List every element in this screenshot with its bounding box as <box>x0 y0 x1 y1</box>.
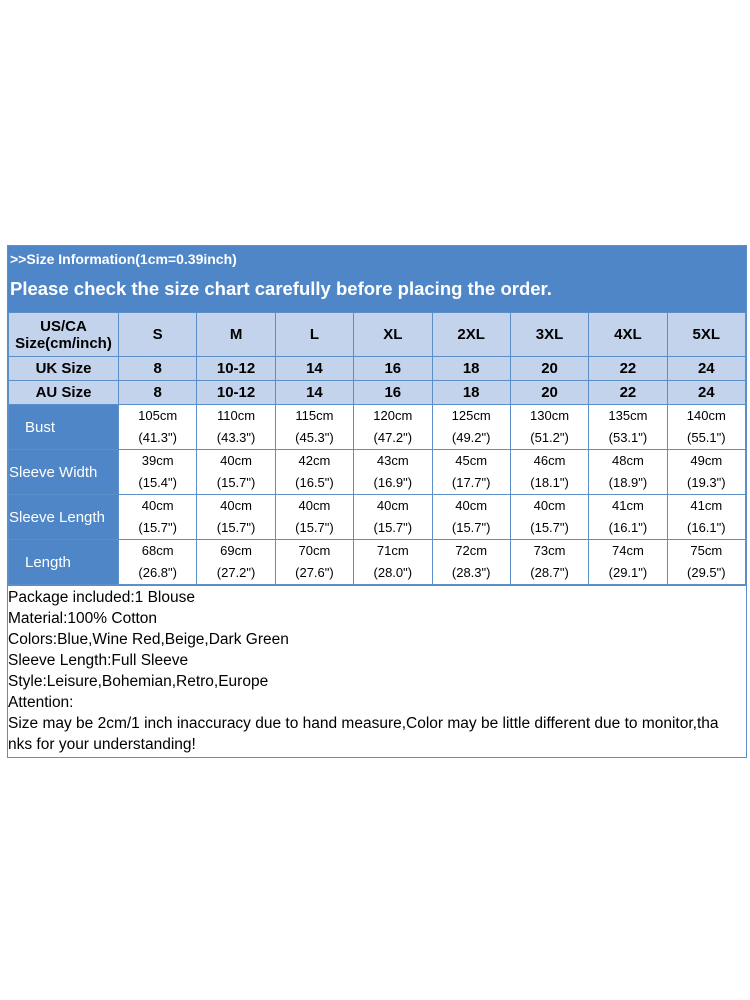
size-value-cell: 3XL <box>510 313 588 357</box>
measurement-cm: 40cm <box>455 498 488 513</box>
size-chart-sheet <box>7 245 747 758</box>
measurement-inch: (41.3") <box>138 430 177 445</box>
measurement-cm: 130cm <box>530 408 570 423</box>
measurement-inch: (15.7") <box>138 520 177 535</box>
measurement-inch: (15.7") <box>373 520 413 535</box>
measurement-inch: (45.3") <box>295 430 334 445</box>
measurement-cell <box>197 405 275 450</box>
product-note-line: Sleeve Length:Full Sleeve <box>8 652 189 669</box>
measurement-inch: (19.3") <box>687 475 726 490</box>
size-table <box>8 312 746 585</box>
measurement-cell <box>589 405 667 450</box>
measurement-label: Bust <box>9 405 119 450</box>
measurement-cm: 40cm <box>141 498 174 513</box>
measurement-inch: (15.7") <box>451 520 491 535</box>
measurement-cm: 73cm <box>533 543 566 558</box>
size-value-cell: 16 <box>354 381 432 405</box>
product-notes <box>8 585 746 757</box>
size-value-cell: 24 <box>667 357 745 381</box>
measurement-cell <box>275 495 353 540</box>
size-value-cell: L <box>275 313 353 357</box>
measurement-inch: (28.7") <box>530 565 569 580</box>
measurement-cell <box>432 540 510 585</box>
measurement-cell <box>667 495 745 540</box>
measurement-cm: 48cm <box>612 453 644 468</box>
measurement-cm: 69cm <box>220 543 252 558</box>
measurement-cell <box>119 450 197 495</box>
measurement-cm: 46cm <box>533 453 566 468</box>
size-info-banner <box>8 246 746 312</box>
measurement-inch: (55.1") <box>687 430 726 445</box>
measurement-inch: (26.8") <box>138 565 177 580</box>
measurement-inch: (16.1") <box>608 520 648 535</box>
measurement-row <box>9 405 746 450</box>
product-note-line: Attention: <box>8 694 74 711</box>
size-value-cell: 10-12 <box>197 357 275 381</box>
measurement-inch: (16.1") <box>687 520 726 535</box>
measurement-cell <box>510 540 588 585</box>
measurement-inch: (29.5") <box>687 565 726 580</box>
size-value-cell: 20 <box>510 381 588 405</box>
measurement-inch: (43.3") <box>216 430 256 445</box>
measurement-cm: 115cm <box>295 408 334 423</box>
measurement-inch: (18.9") <box>608 475 648 490</box>
product-note-line: Style:Leisure,Bohemian,Retro,Europe <box>8 673 269 690</box>
measurement-cm: 40cm <box>298 498 331 513</box>
measurement-cm: 39cm <box>141 453 174 468</box>
measurement-cell <box>119 495 197 540</box>
measurement-row <box>9 540 746 585</box>
measurement-cell <box>667 450 745 495</box>
size-value-cell: 8 <box>119 357 197 381</box>
measurement-inch: (16.5") <box>295 475 334 490</box>
measurement-cell <box>589 450 667 495</box>
measurement-inch: (47.2") <box>373 430 413 445</box>
measurement-cm: 43cm <box>376 453 409 468</box>
measurement-cm: 42cm <box>298 453 331 468</box>
measurement-cell <box>119 540 197 585</box>
measurement-inch: (49.2") <box>451 430 491 445</box>
measurement-cell <box>589 495 667 540</box>
measurement-cm: 70cm <box>298 543 331 558</box>
size-value-cell: 18 <box>432 381 510 405</box>
size-value-cell: 22 <box>589 381 667 405</box>
measurement-cm: 125cm <box>451 408 491 423</box>
measurement-inch: (27.6") <box>295 565 334 580</box>
size-value-cell: M <box>197 313 275 357</box>
measurement-cell <box>510 495 588 540</box>
measurement-cm: 120cm <box>373 408 413 423</box>
size-value-cell: 5XL <box>667 313 745 357</box>
measurement-row <box>9 450 746 495</box>
size-value-cell: 24 <box>667 381 745 405</box>
size-value-cell: 18 <box>432 357 510 381</box>
measurement-inch: (16.9") <box>373 475 413 490</box>
measurement-cell <box>432 405 510 450</box>
size-value-cell: 10-12 <box>197 381 275 405</box>
product-note-line: Size may be 2cm/1 inch inaccuracy due to hand measure,Color may be little different due to monitor,tha <box>8 715 719 732</box>
size-value-cell: 22 <box>589 357 667 381</box>
size-system-label: UK Size <box>9 357 119 381</box>
measurement-cm: 105cm <box>138 408 178 423</box>
measurement-cm: 68cm <box>141 543 174 558</box>
measurement-cm: 49cm <box>690 453 723 468</box>
measurement-cell <box>667 405 745 450</box>
size-value-cell: 14 <box>275 357 353 381</box>
size-system-label: AU Size <box>9 381 119 405</box>
product-note-line: Package included:1 Blouse <box>8 589 195 606</box>
measurement-label: Length <box>9 540 119 585</box>
measurement-inch: (15.7") <box>530 520 569 535</box>
measurement-cm: 45cm <box>455 453 488 468</box>
measurement-inch: (17.7") <box>451 475 491 490</box>
size-value-cell: 14 <box>275 381 353 405</box>
measurement-label: Sleeve Width <box>9 450 119 495</box>
measurement-cm: 74cm <box>612 543 644 558</box>
measurement-cm: 110cm <box>217 408 256 423</box>
measurement-inch: (18.1") <box>530 475 569 490</box>
measurement-label: Sleeve Length <box>9 495 119 540</box>
measurement-cell <box>354 450 432 495</box>
measurement-cm: 40cm <box>533 498 566 513</box>
measurement-inch: (28.0") <box>373 565 413 580</box>
measurement-cell <box>354 405 432 450</box>
measurement-cm: 71cm <box>376 543 409 558</box>
measurement-cell <box>667 540 745 585</box>
measurement-cell <box>119 405 197 450</box>
measurement-inch: (27.2") <box>216 565 256 580</box>
measurement-cm: 140cm <box>686 408 726 423</box>
measurement-cm: 40cm <box>220 453 252 468</box>
measurement-cell <box>432 450 510 495</box>
measurement-cell <box>275 405 353 450</box>
measurement-cell <box>197 540 275 585</box>
measurement-cm: 40cm <box>220 498 252 513</box>
measurement-inch: (28.3") <box>451 565 491 580</box>
measurement-inch: (53.1") <box>608 430 648 445</box>
measurement-inch: (15.7") <box>216 475 256 490</box>
measurement-inch: (15.4") <box>138 475 177 490</box>
measurement-cell <box>275 450 353 495</box>
size-info-heading: >>Size Information(1cm=0.39inch) <box>10 251 237 267</box>
size-value-cell: 4XL <box>589 313 667 357</box>
measurement-cell <box>432 495 510 540</box>
measurement-cell <box>354 540 432 585</box>
measurement-cell <box>197 495 275 540</box>
product-note-line: nks for your understanding! <box>8 736 196 753</box>
measurement-cm: 135cm <box>608 408 648 423</box>
size-header-row <box>9 313 746 357</box>
size-value-cell: 2XL <box>432 313 510 357</box>
measurement-cell <box>275 540 353 585</box>
measurement-inch: (15.7") <box>295 520 334 535</box>
measurement-cm: 41cm <box>690 498 723 513</box>
measurement-inch: (51.2") <box>530 430 569 445</box>
size-header-row <box>9 381 746 405</box>
measurement-cell <box>510 450 588 495</box>
measurement-cm: 40cm <box>376 498 409 513</box>
measurement-cm: 75cm <box>690 543 723 558</box>
size-system-label: US/CA Size(cm/inch) <box>9 313 119 357</box>
size-value-cell: S <box>119 313 197 357</box>
size-header-row <box>9 357 746 381</box>
measurement-cell <box>354 495 432 540</box>
measurement-cm: 41cm <box>612 498 644 513</box>
size-value-cell: 16 <box>354 357 432 381</box>
product-note-line: Colors:Blue,Wine Red,Beige,Dark Green <box>8 631 289 648</box>
measurement-row <box>9 495 746 540</box>
measurement-inch: (29.1") <box>608 565 648 580</box>
product-note-line: Material:100% Cotton <box>8 610 158 627</box>
size-value-cell: 8 <box>119 381 197 405</box>
measurement-cell <box>510 405 588 450</box>
size-value-cell: XL <box>354 313 432 357</box>
measurement-inch: (15.7") <box>216 520 256 535</box>
size-notice-heading: Please check the size chart carefully before placing the order. <box>10 278 552 299</box>
size-value-cell: 20 <box>510 357 588 381</box>
measurement-cell <box>197 450 275 495</box>
measurement-cell <box>589 540 667 585</box>
measurement-cm: 72cm <box>455 543 488 558</box>
